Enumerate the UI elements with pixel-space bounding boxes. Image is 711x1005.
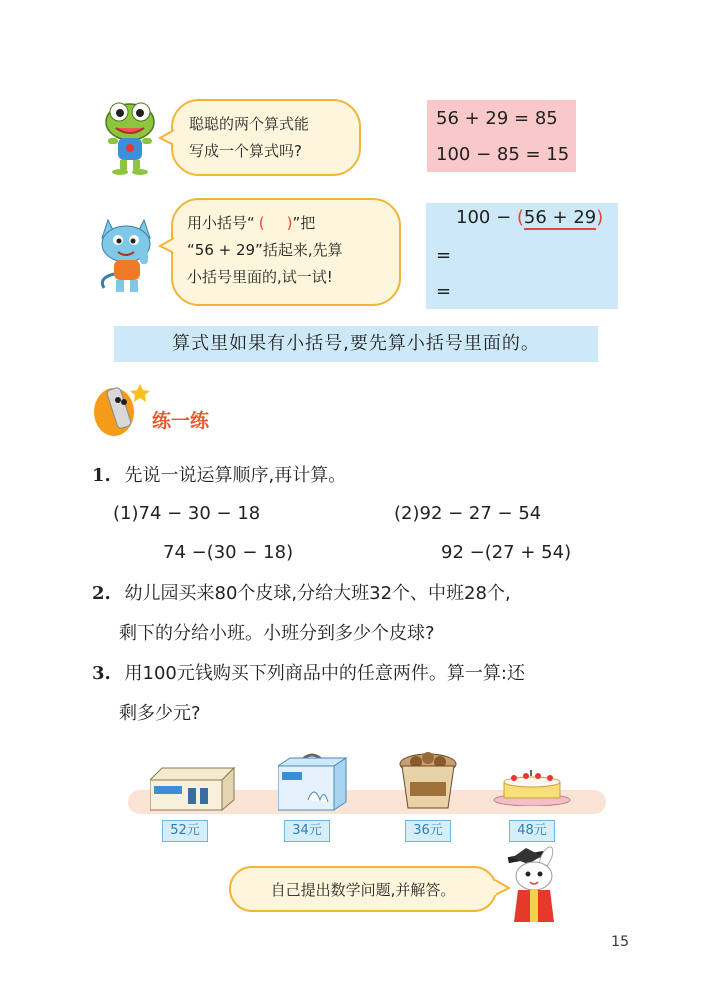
frog-character-icon (100, 98, 160, 176)
question-3 (92, 664, 525, 684)
expression-prefix: 100 − (456, 207, 517, 228)
answer-line-1: = (436, 245, 452, 266)
bubble-text: 用小括号“ (187, 214, 255, 232)
price-tag-4: 48元 (509, 820, 555, 842)
speech-bubble-rabbit (229, 866, 497, 912)
price-tag-1: 52元 (162, 820, 208, 842)
practice-title: 练一练 (152, 410, 210, 432)
speech-bubble-cat (171, 198, 401, 306)
rule-box: 算式里如果有小括号,要先算小括号里面的。 (114, 326, 598, 362)
bubble-text: 自己提出数学问题,并解答。 (270, 881, 456, 899)
page-number: 15 (611, 934, 629, 950)
q1-item-2b: 92 −(27 + 54) (441, 542, 572, 563)
question-text: 先说一说运算顺序,再计算。 (124, 465, 347, 486)
q1-item-1a: (1)74 − 30 − 18 (113, 503, 261, 524)
bubble-tail-icon (158, 236, 176, 256)
bubble-text: ”把 (292, 214, 316, 232)
pencil-mascot-icon (90, 380, 152, 440)
question-2 (92, 584, 511, 604)
speech-bubble-frog (171, 99, 361, 176)
paren-right: ) (596, 207, 604, 228)
chocolate-bucket-icon (398, 752, 458, 812)
equation-1: 56 + 29 = 85 (436, 108, 558, 129)
q1-item-1b: 74 −(30 − 18) (163, 542, 294, 563)
question-text: 用100元钱购买下列商品中的任意两件。算一算:还 (124, 663, 525, 684)
gift-box-icon (150, 766, 236, 812)
paren-right: ) (286, 214, 293, 232)
expression-line (456, 207, 603, 228)
question-text: 幼儿园买来80个皮球,分给大班32个、中班28个, (124, 583, 511, 604)
cat-character-icon (94, 214, 164, 298)
question-2-line-2: 剩下的分给小班。小班分到多少个皮球? (119, 623, 435, 644)
answer-line-2: = (436, 281, 452, 302)
question-number: 1. (92, 465, 111, 486)
paren-left: ( (258, 214, 265, 232)
cake-icon (492, 770, 572, 806)
bubble-line-2: “56 + 29”括起来,先算 (187, 241, 343, 259)
expression-box (426, 203, 618, 309)
expression-inner: 56 + 29 (523, 207, 597, 228)
bubble-line-2: 写成一个算式吗? (189, 142, 302, 160)
question-number: 3. (92, 663, 111, 684)
bubble-line-3: 小括号里面的,试一试! (187, 268, 333, 286)
milk-carton-icon (278, 750, 348, 812)
equation-2: 100 − 85 = 15 (436, 144, 570, 165)
bubble-line-1: 聪聪的两个算式能 (189, 115, 310, 133)
question-1 (92, 466, 346, 486)
bubble-line-1 (187, 210, 385, 237)
bubble-tail-icon (158, 128, 176, 148)
question-number: 2. (92, 583, 111, 604)
paren-left: ( (516, 207, 524, 228)
price-tag-2: 34元 (284, 820, 330, 842)
equations-box (427, 100, 576, 172)
question-3-line-2: 剩多少元? (119, 703, 201, 724)
q1-item-2a: (2)92 − 27 − 54 (394, 503, 542, 524)
rabbit-character-icon (504, 846, 566, 928)
price-tag-3: 36元 (405, 820, 451, 842)
